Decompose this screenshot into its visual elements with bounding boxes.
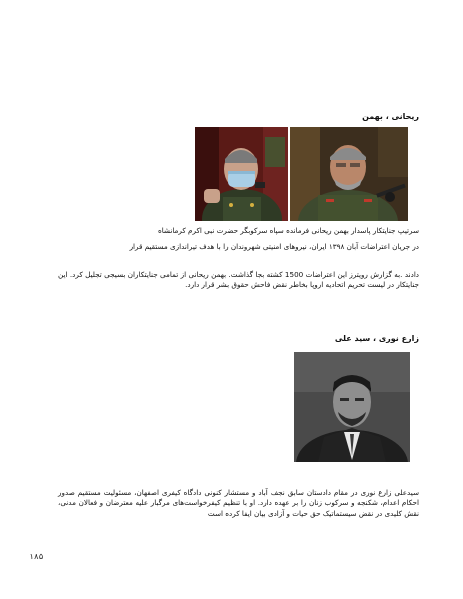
page-number: ۱۸۵ — [29, 552, 44, 561]
mask-officer-photo — [195, 127, 288, 221]
section1-heading: ریحانی ، بهمن — [362, 112, 419, 121]
person-photo — [294, 352, 410, 462]
section1-caption: سرتیپ جنایتکار پاسدار بهمن ریحانی فرمانده سپاه سرکوبگر حضرت نبی اکرم کرمانشاه — [157, 226, 419, 235]
section2-heading: زارع نوری ، سید علی — [334, 334, 419, 343]
section1-line2: در جریان اعتراضات آبان ۱۳۹۸ ایران، نیروهای امنیتی شهروندان را با هدف تیراندازی مستقیم قرار — [129, 242, 419, 251]
officer-photo — [290, 127, 408, 221]
officer-image — [290, 127, 408, 221]
section2-paragraph: سیدعلی زارع نوری در مقام دادستان سابق نجف آباد و مستشار کنونی دادگاه کیفری اصفهان، مسئولیت مستقیم صدور احکام اعدام، شکنجه و سرکوب زنان را بر عهده دارد. او با تنظیم کیفرخواست‌های مرگبار علیه معترضان و فعالان مدنی، نقش کلیدی در نقض سیستماتیک حق حیات و آزادی بیان ایفا کرده است — [58, 488, 419, 518]
person-image — [294, 352, 410, 462]
section1-paragraph: دادند .به گزارش رویترز این اعتراضات 1500 کشته بجا گذاشت. بهمن ریحانی از تمامی جنایتکاران بسیجی تجلیل کرد. این جنایتکار در لیست تحریم اتحادیه اروپا بخاطر نقض فاحش حقوق بشر قرار دارد. — [58, 270, 420, 290]
mask-officer-image — [195, 127, 288, 221]
